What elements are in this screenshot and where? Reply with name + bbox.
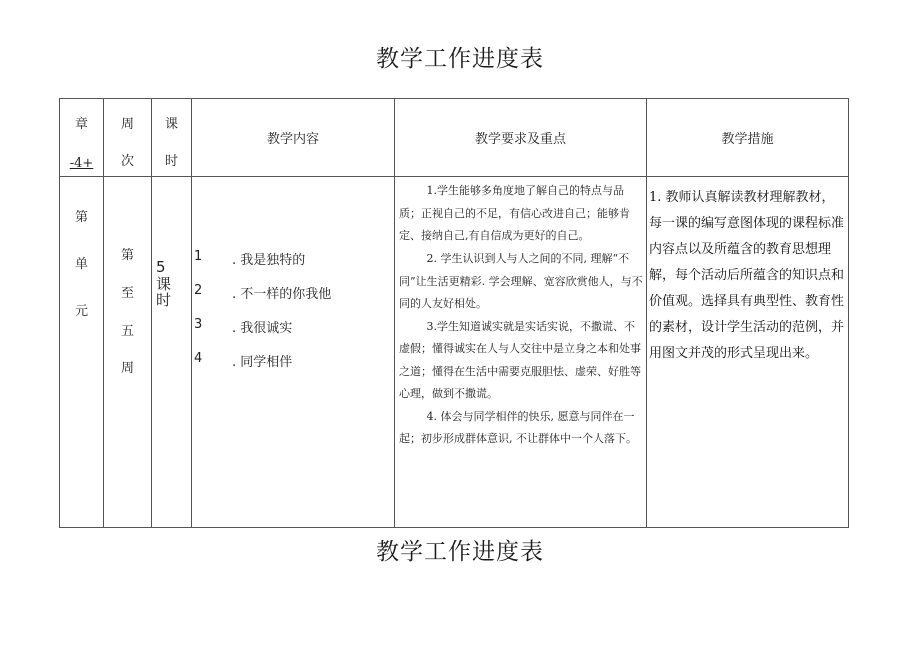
unit-char: 单 — [74, 257, 88, 273]
requirement-paragraph: 3.学生知道诚实就是实话实说，不撒谎、不虚假；懂得诚实在人与人交往中是立身之本和处事之道；懂得在生活中需要克服胆怯、虚荣、好胜等心理，做到不撒谎。 — [399, 319, 641, 401]
header-week-bottom: 次 — [120, 153, 134, 169]
list-item — [194, 351, 394, 385]
item-text: . 我是独特的 — [232, 253, 306, 269]
header-week-top: 周 — [120, 117, 134, 132]
item-text: . 同学相伴 — [232, 355, 293, 371]
measures-cell: 1. 教师认真解读教材理解教材，每一课的编写意图体现的课程标准内容点以及所蕴含的教育思想理解，每个活动后所蕴含的知识点和价值观。选择具有典型性、教育性的素材，设计学生活动的范例，并用图文并茂的形式呈现出来。 — [647, 177, 849, 528]
hours-char: 时 — [156, 291, 172, 310]
header-hours — [152, 99, 192, 177]
header-row — [60, 99, 849, 177]
header-chapter-top: 章 — [74, 117, 88, 132]
header-content: 教学内容 — [192, 99, 395, 177]
item-text: . 我很诚实 — [232, 321, 293, 337]
item-number: 2 — [194, 283, 203, 299]
header-hours-bottom: 时 — [164, 153, 178, 169]
requirement-paragraph: 1.学生能够多角度地了解自己的特点与品质；正视自己的不足，有信心改进自己；能够肯定、接纳自己,有自信成为更好的自己。 — [399, 184, 630, 243]
unit-cell — [60, 177, 104, 528]
footer-title: 教学工作进度表 — [376, 539, 544, 565]
unit-char: 元 — [74, 303, 88, 319]
table-row — [60, 177, 849, 528]
week-char: 五 — [120, 323, 134, 339]
header-chapter — [60, 99, 104, 177]
header-requirements: 教学要求及重点 — [395, 99, 647, 177]
weeks-cell — [104, 177, 152, 528]
list-item — [194, 317, 394, 351]
page-title: 教学工作进度表 — [376, 46, 544, 72]
hours-text — [156, 259, 171, 309]
list-item — [194, 249, 394, 283]
item-text: . 不一样的你我他 — [232, 287, 332, 303]
week-char: 至 — [120, 286, 134, 302]
item-number: 4 — [194, 351, 203, 367]
header-chapter-bottom: -4+ — [69, 155, 94, 171]
requirement-paragraph: 4. 体会与同学相伴的快乐, 愿意与同伴在一起；初步形成群体意识, 不让群体中一个人落下。 — [399, 409, 637, 446]
requirements-cell — [395, 177, 647, 528]
progress-table — [59, 98, 849, 528]
requirement-paragraph: 2. 学生认识到人与人之间的不同, 理解“不同”让生活更精彩. 学会理解、宽容欣赏他人，与不同的人友好相处。 — [399, 252, 643, 311]
item-number: 1 — [194, 249, 203, 265]
hours-char: 课 — [156, 274, 172, 293]
header-week — [104, 99, 152, 177]
item-number: 3 — [194, 317, 203, 333]
week-char: 第 — [120, 248, 134, 264]
unit-char: 第 — [74, 210, 88, 226]
hours-number: 5 — [156, 258, 166, 277]
header-measures: 教学措施 — [647, 99, 849, 177]
hours-cell — [152, 177, 192, 528]
list-item — [194, 283, 394, 317]
week-char: 周 — [120, 361, 134, 377]
header-hours-top: 课 — [164, 117, 178, 132]
content-cell — [192, 177, 395, 528]
